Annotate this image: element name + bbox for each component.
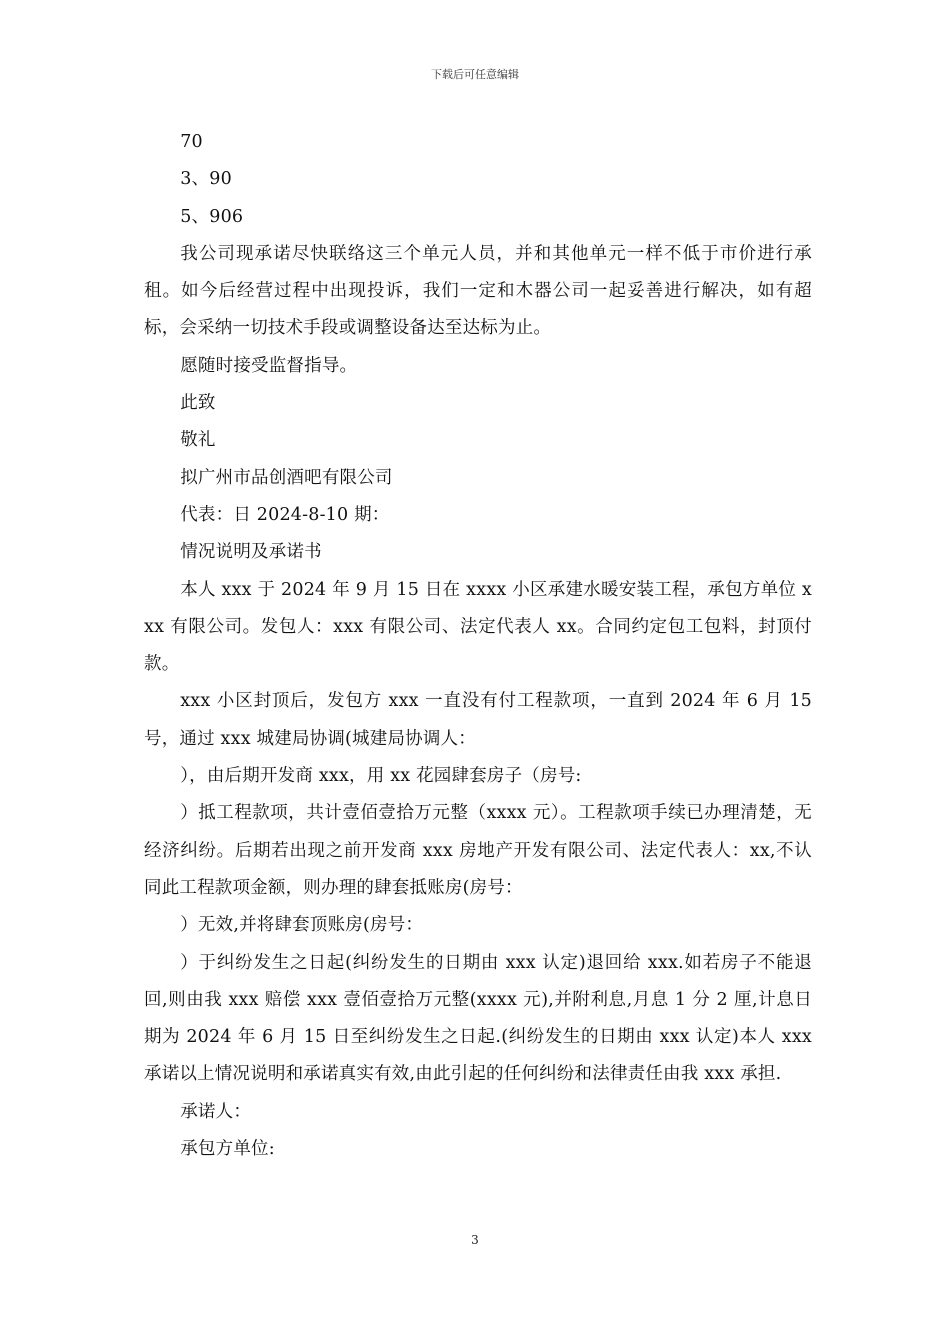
- line-3-90: 3、90: [180, 169, 232, 190]
- line-5-906: 5、906: [180, 206, 244, 227]
- company-signature: 拟广州市品创酒吧有限公司: [180, 467, 393, 488]
- document-body: [144, 124, 812, 1168]
- payment-paragraph: xxx 小区封顶后，发包方 xxx 一直没有付工程款项，一直到 2024 年 6 月 15 号，通过 xxx 城建局协调(城建局协调人：: [144, 691, 812, 749]
- line-70: 70: [180, 132, 203, 152]
- salutation-cizhi: 此致: [180, 393, 216, 414]
- invalid-paragraph: ）无效,并将肆套顶账房(房号：: [180, 915, 424, 936]
- salutation-jingli: 敬礼: [180, 430, 216, 451]
- developer-paragraph: ），由后期开发商 xxx，用 xx 花园肆套房子（房号:: [180, 766, 582, 787]
- promisor-label: 承诺人：: [180, 1101, 252, 1122]
- supervision-line: 愿随时接受监督指导。: [180, 355, 358, 376]
- page-number: 3: [471, 1233, 479, 1247]
- dispute-paragraph: ）于纠纷发生之日起(纠纷发生的日期由 xxx 认定)退回给 xxx.如若房子不能退回,则由我 xxx 赔偿 xxx 壹佰壹拾万元整(xxxx 元),并附利息,月息 1 分 2 厘,计息日期为 2024 年 6 月 15 日至纠纷发生之日起.(纠纷发生的日期由 xxx 认定)本人 xxx 承诺以上情况说明和承诺真实有效,由此引起的任何纠纷和法律责任由我 xxx 承担.: [144, 952, 812, 1085]
- representative-date: 代表：日 2024-8-10 期：: [180, 504, 390, 525]
- settlement-paragraph: ）抵工程款项，共计壹佰壹拾万元整（xxxx 元）。工程款项手续已办理清楚，无经济纠纷。后期若出现之前开发商 xxx 房地产开发有限公司、法定代表人：xx,不认同此工程款项金额，则办理的肆套抵账房(房号：: [144, 803, 812, 898]
- commitment-paragraph: 我公司现承诺尽快联络这三个单元人员，并和其他单元一样不低于市价进行承租。如今后经营过程中出现投诉，我们一定和木器公司一起妥善进行解决，如有超标，会采纳一切技术手段或调整设备达至达标为止。: [144, 243, 812, 339]
- contract-paragraph: 本人 xxx 于 2024 年 9 月 15 日在 xxxx 小区承建水暖安装工程，承包方单位 xxx 有限公司。发包人：xxx 有限公司、法定代表人 xx。合同约定包工包料，封顶付款。: [144, 579, 812, 675]
- contractor-unit-label: 承包方单位:: [180, 1139, 275, 1160]
- page-header-note: 下载后可任意编辑: [431, 68, 519, 81]
- section-title: 情况说明及承诺书: [180, 542, 322, 563]
